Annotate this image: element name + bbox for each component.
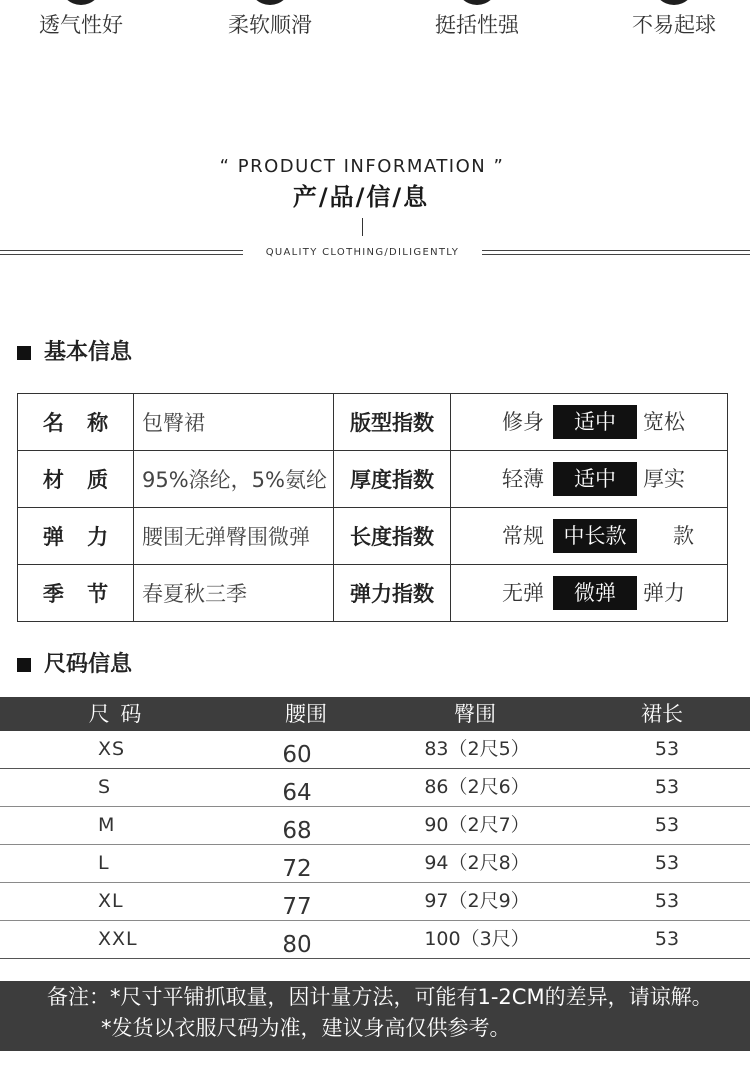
feature-label: 柔软顺滑 — [228, 13, 312, 37]
scale-option-low: 无弹 — [502, 581, 544, 605]
length-cell: 53 — [654, 928, 680, 950]
scale-option-low: 修身 — [502, 410, 544, 434]
column-header-waist: 腰围 — [285, 702, 327, 726]
feature-icon — [456, 0, 498, 5]
scale-option-high: 宽松 — [643, 410, 685, 434]
feature-icon — [60, 0, 102, 5]
column-header-hip: 臀围 — [454, 702, 496, 726]
note-line: 备注：*尺寸平铺抓取量，因计量方法，可能有1-2CM的差异，请谅解。 — [47, 985, 713, 1009]
scale-option-mid: 适中 — [553, 462, 637, 496]
tagline: QUALITY CLOTHING/DILIGENTLY — [265, 247, 460, 258]
basic-info-row — [18, 451, 728, 508]
length-cell: 53 — [654, 776, 680, 798]
column-header-length: 裙长 — [641, 702, 683, 726]
divider-double-line — [482, 250, 750, 255]
scale-option-low: 常规 — [502, 524, 544, 548]
waist-cell: 72 — [282, 856, 312, 882]
size-table-header — [0, 697, 750, 731]
basic-info-row — [18, 565, 728, 622]
table-row — [0, 807, 750, 845]
attribute-label: 材 质 — [18, 451, 134, 508]
size-cell: M — [98, 814, 116, 836]
table-row — [0, 731, 750, 769]
feature-item — [1, 0, 161, 50]
feature-item — [190, 0, 350, 50]
hip-cell: 86（2尺6） — [424, 776, 530, 798]
table-row — [0, 769, 750, 807]
size-cell: XS — [98, 738, 126, 760]
basic-info-row — [18, 508, 728, 565]
index-label: 厚度指数 — [334, 451, 451, 508]
waist-cell: 64 — [282, 780, 312, 806]
column-header-size: 尺 码 — [88, 702, 142, 726]
divider-double-line — [0, 250, 243, 255]
waist-cell: 80 — [282, 932, 312, 958]
feature-label: 挺括性强 — [435, 13, 519, 37]
length-cell: 53 — [654, 738, 680, 760]
size-cell: XL — [98, 890, 124, 912]
feature-label: 透气性好 — [39, 13, 123, 37]
index-label: 版型指数 — [334, 394, 451, 451]
note-band — [0, 981, 750, 1051]
hip-cell: 90（2尺7） — [424, 814, 530, 836]
basic-info-heading: 基本信息 — [44, 340, 133, 365]
basic-info-table — [17, 393, 728, 622]
waist-cell: 60 — [282, 742, 312, 768]
feature-item — [594, 0, 750, 50]
index-scale — [451, 508, 728, 565]
note-line: *发货以衣服尺码为准，建议身高仅供参考。 — [101, 1016, 511, 1040]
attribute-label: 季 节 — [18, 565, 134, 622]
waist-cell: 77 — [282, 894, 312, 920]
attribute-value: 包臀裙 — [134, 394, 334, 451]
hip-cell: 97（2尺9） — [424, 890, 530, 912]
table-row — [0, 921, 750, 959]
size-cell: XXL — [98, 928, 138, 950]
length-cell: 53 — [654, 890, 680, 912]
feature-item — [397, 0, 557, 50]
scale-option-mid: 微弹 — [553, 576, 637, 610]
square-bullet-icon — [17, 346, 31, 360]
attribute-label: 名 称 — [18, 394, 134, 451]
hip-cell: 83（2尺5） — [424, 738, 530, 760]
feature-label: 不易起球 — [632, 13, 716, 37]
index-label: 长度指数 — [334, 508, 451, 565]
scale-option-mid: 中长款 — [553, 519, 637, 553]
attribute-value: 腰围无弹臀围微弹 — [134, 508, 334, 565]
index-scale — [451, 565, 728, 622]
attribute-label: 弹 力 — [18, 508, 134, 565]
table-row — [0, 883, 750, 921]
length-cell: 53 — [654, 814, 680, 836]
index-scale — [451, 451, 728, 508]
size-cell: L — [98, 852, 110, 874]
waist-cell: 68 — [282, 818, 312, 844]
attribute-value: 春夏秋三季 — [134, 565, 334, 622]
length-cell: 53 — [654, 852, 680, 874]
scale-option-high: 款 — [673, 524, 694, 548]
divider-vertical — [362, 218, 363, 236]
table-row — [0, 845, 750, 883]
section-title-english: “ PRODUCT INFORMATION ” — [219, 156, 505, 177]
scale-option-mid: 适中 — [553, 405, 637, 439]
hip-cell: 100（3尺） — [424, 928, 530, 950]
section-title-chinese: 产/品/信/息 — [292, 183, 430, 211]
scale-option-low: 轻薄 — [502, 467, 544, 491]
index-scale — [451, 394, 728, 451]
scale-option-high: 厚实 — [643, 467, 685, 491]
size-info-heading: 尺码信息 — [44, 652, 133, 677]
basic-info-row — [18, 394, 728, 451]
size-cell: S — [98, 776, 112, 798]
feature-icon — [249, 0, 291, 5]
hip-cell: 94（2尺8） — [424, 852, 530, 874]
feature-icon — [653, 0, 695, 5]
attribute-value: 95%涤纶，5%氨纶 — [134, 451, 334, 508]
index-label: 弹力指数 — [334, 565, 451, 622]
scale-option-high: 弹力 — [643, 581, 685, 605]
square-bullet-icon — [17, 658, 31, 672]
